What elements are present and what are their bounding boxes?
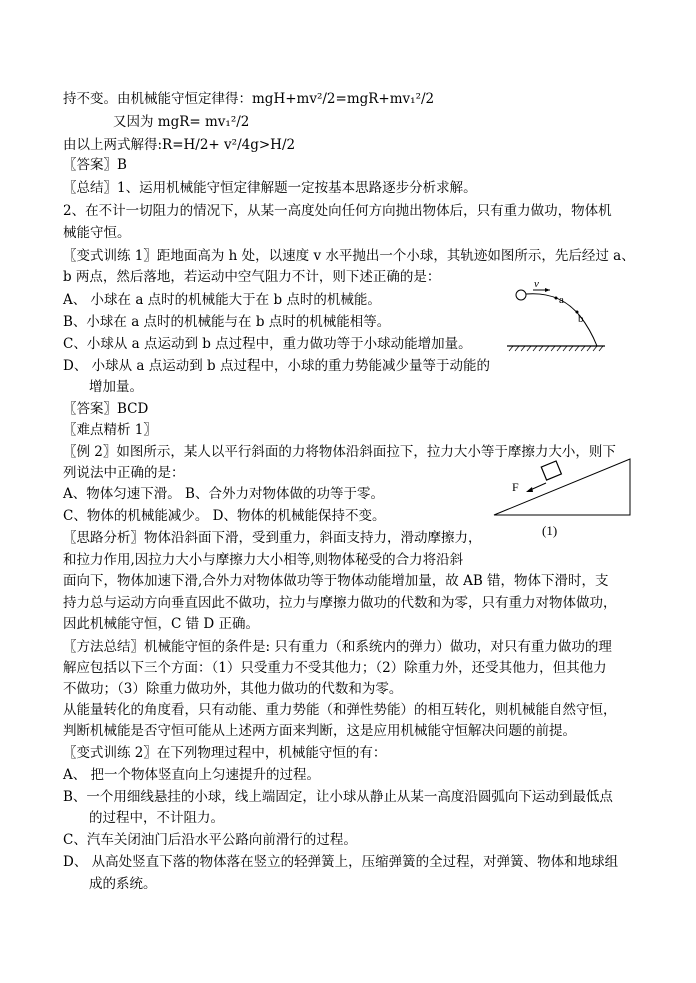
text-line: C、小球从 a 点运动到 b 点过程中，重力做功等于小球动能增加量。 — [63, 336, 472, 352]
text-line: B、小球在 a 点时的机械能与在 b 点时的机械能相等。 — [63, 314, 391, 330]
text-line: 因此机械能守恒，C 错 D 正确。 — [63, 616, 260, 632]
text-line: 2、在不计一切阻力的情况下，从某一高度处向任何方向抛出物体后，只有重力做功，物体机 — [63, 203, 612, 219]
point-a-label: a — [559, 294, 564, 306]
text-line: C、物体的机械能减少。 D、物体的机械能保持不变。 — [63, 508, 386, 524]
text-line: 从能量转化的角度看，只有动能、重力势能（和弹性势能）的相互转化，则机械能自然守恒， — [63, 702, 617, 718]
text-line: A、 小球在 a 点时的机械能大于在 b 点时的机械能。 — [63, 292, 381, 308]
text-line: 解应包括以下三个方面：（1）只受重力不受其他力；（2）除重力外，还受其他力，但其他力 — [63, 660, 607, 676]
text-line: 〖总结〗1、运用机械能守恒定律解题一定按基本思路逐步分析求解。 — [63, 180, 477, 196]
text-line: 械能守恒。 — [63, 225, 131, 241]
text-line: 〖思路分析〗物体沿斜面下滑，受到重力，斜面支持力，滑动摩擦力， — [63, 530, 482, 546]
text-line: 面向下，物体加速下滑,合外力对物体做功等于物体动能增加量，故 AB 错，物体下滑时，支 — [63, 573, 609, 589]
point-a-marker — [555, 297, 558, 300]
text-line: 由以上两式解得:R=H/2+ v²/4g>H/2 — [63, 137, 296, 153]
incline-block-figure — [492, 455, 642, 545]
block-on-incline — [541, 461, 561, 480]
text-line: B、一个用细线悬挂的小球，线上端固定，让小球从静止从某一高度沿圆弧向下运动到最低点 — [63, 789, 613, 805]
text-line: 又因为 mgR= mv₁²/2 — [113, 114, 250, 130]
point-b-label: b — [578, 313, 584, 325]
text-line: 〖答案〗B — [63, 157, 127, 173]
text-line: 不做功；（3）除重力做功外，其他力做功的代数和为零。 — [63, 681, 403, 697]
arrowhead-icon — [526, 487, 533, 492]
text-line: 和拉力作用,因拉力大小与摩擦力大小相等,则物体秘受的合力将沿斜 — [63, 552, 464, 568]
velocity-label: v — [534, 278, 539, 290]
text-line: 成的系统。 — [89, 876, 157, 892]
text-line: 〖变式训练 1〗距地面高为 h 处，以速度 v 水平抛出一个小球，其轨迹如图所示，先后经过 a、 — [63, 248, 635, 264]
force-label: F — [512, 480, 519, 494]
text-line: 〖答案〗BCD — [63, 401, 149, 417]
text-line: 〖难点精析 1〗 — [63, 422, 157, 438]
arrowhead-icon — [545, 288, 550, 292]
text-line: 判断机械能是否守恒可能从上述两方面来判断，这是应用机械能守恒解决问题的前提。 — [63, 723, 576, 739]
text-line: 〖例 2〗如图所示，某人以平行斜面的力将物体沿斜面拉下，拉力大小等于摩擦力大小，则下 — [63, 444, 616, 460]
text-line: 增加量。 — [89, 379, 143, 395]
projectile-trajectory-figure — [505, 278, 615, 358]
figure-caption: (1) — [542, 523, 558, 538]
text-line: A、 把一个物体竖直向上匀速提升的过程。 — [63, 767, 321, 783]
text-line: 持不变。由机械能守恒定律得：mgH+mv²/2=mgR+mv₁²/2 — [63, 91, 435, 107]
text-line: 〖方法总结〗机械能守恒的条件是: 只有重力（和系统内的弹力）做功，对只有重力做功的理 — [63, 639, 612, 655]
text-line: 持力总与运动方向垂直因此不做功，拉力与摩擦力做功的代数和为零，只有重力对物体做功， — [63, 595, 617, 611]
text-line: 列说法中正确的是： — [63, 465, 185, 481]
text-line: b 两点，然后落地，若运动中空气阻力不计，则下述正确的是： — [63, 269, 441, 285]
text-line: D、 从高处竖直下落的物体落在竖立的轻弹簧上，压缩弹簧的全过程，对弹簧、物体和地球组 — [63, 854, 619, 870]
text-line: C、汽车关闭油门后沿水平公路向前滑行的过程。 — [63, 832, 357, 848]
ground-hatching — [509, 346, 603, 351]
text-line: 的过程中，不计阻力。 — [89, 810, 224, 826]
ball-icon — [516, 290, 526, 300]
text-line: 〖变式训练 2〗在下列物理过程中，机械能守恒的有： — [63, 745, 387, 761]
text-line: A、物体匀速下滑。 B、合外力对物体做的功等于零。 — [63, 486, 384, 502]
text-line: D、 小球从 a 点运动到 b 点过程中，小球的重力势能减少量等于动能的 — [63, 358, 490, 374]
